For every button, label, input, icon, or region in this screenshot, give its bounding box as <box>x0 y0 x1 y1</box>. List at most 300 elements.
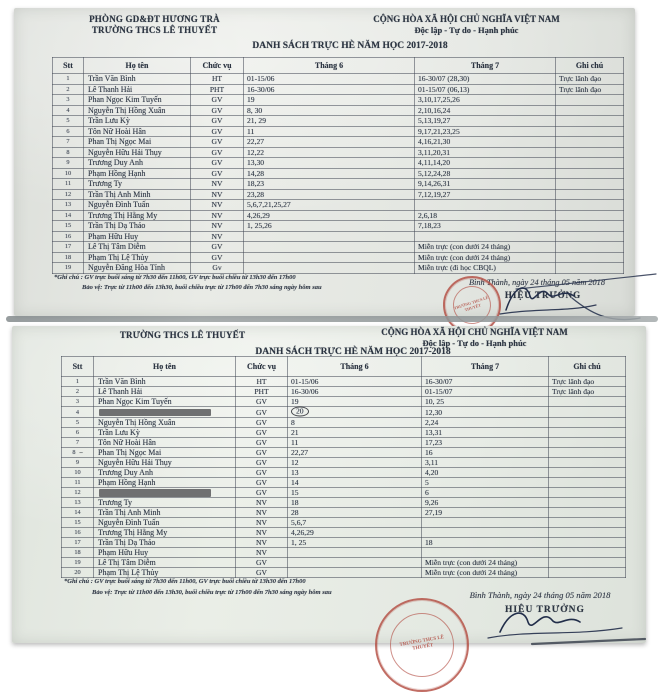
document-title: DANH SÁCH TRỰC HÈ NĂM HỌC 2017-2018 <box>255 347 451 357</box>
table-row <box>53 242 624 253</box>
table-cell: Nguyễn Thị Hồng Xuân <box>94 418 236 428</box>
table-cell: 4,16,21,30 <box>415 137 556 148</box>
table-cell: 13 <box>288 468 422 478</box>
table-cell <box>244 231 415 242</box>
table-cell <box>556 147 624 158</box>
table-cell: 23,28 <box>244 189 415 200</box>
pen-mark: – <box>79 449 83 456</box>
column-header: Chức vụ <box>191 58 244 74</box>
table-row <box>53 158 624 169</box>
table-cell: 9 <box>62 458 94 468</box>
table-cell: Trương Thị Hằng My <box>84 210 191 221</box>
table-cell: GV <box>191 168 244 179</box>
table-cell: Tôn Nữ Hoài Hân <box>84 126 191 137</box>
table-cell: 3,10,17,25,26 <box>415 95 556 106</box>
motto-line: Độc lập - Tự do - Hạnh phúc <box>422 338 527 348</box>
table-cell: 10 <box>62 468 94 478</box>
republic-line: CỘNG HÒA XÃ HỘI CHỦ NGHĨA VIỆT NAM <box>381 327 568 337</box>
table-cell: 5 <box>53 116 84 127</box>
table-cell: 16 <box>53 231 84 242</box>
table-row <box>53 179 624 190</box>
table-cell <box>549 498 626 508</box>
table-cell <box>549 538 626 548</box>
table-cell: 22,27 <box>288 448 422 458</box>
document-photo-top <box>14 8 635 316</box>
table-cell: GV <box>236 397 288 407</box>
table-cell: 5,6,7,21,25,27 <box>244 200 415 211</box>
table-cell: 1, 25,26 <box>244 221 415 232</box>
table-cell: 5,6,7 <box>288 518 422 528</box>
school-name: TRƯỜNG THCS LÊ THUYẾT <box>119 330 246 340</box>
table-cell: 6 <box>422 488 549 498</box>
table-cell: GV <box>236 458 288 468</box>
table-cell: GV <box>191 126 244 137</box>
table-cell: 10 <box>53 168 84 179</box>
table-row <box>53 105 624 116</box>
table-cell <box>556 231 624 242</box>
table-cell: 16 <box>422 448 549 458</box>
table-row <box>53 189 624 200</box>
stamp-text: TRƯỜNG THCS LÊ THUYẾT <box>398 635 444 652</box>
table-cell: 17 <box>53 242 84 253</box>
table-cell: 7 <box>62 438 94 448</box>
table-cell: NV <box>191 179 244 190</box>
table-cell: 01-15/07 <box>422 387 549 397</box>
table-cell: Phạm Hữu Huy <box>84 231 191 242</box>
table-cell: GV <box>236 428 288 438</box>
table-cell: Nguyễn Hữu Hải Thụy <box>84 147 191 158</box>
table-cell: 18 <box>288 498 422 508</box>
table-cell <box>422 518 549 528</box>
table-cell: Trương Thị Hằng My <box>94 528 236 538</box>
table-cell <box>549 458 626 468</box>
table-cell: NV <box>191 189 244 200</box>
table-cell: Miễn trực (con dưới 24 tháng) <box>415 252 556 263</box>
column-header: Chức vụ <box>236 357 288 377</box>
table-row <box>62 438 626 448</box>
table-row <box>53 200 624 211</box>
table-cell: 15 <box>62 518 94 528</box>
column-header: Stt <box>53 58 84 74</box>
table-cell: GV <box>236 558 288 568</box>
table-cell <box>244 242 415 253</box>
table-cell: Trương Ty <box>84 179 191 190</box>
table-cell: 17,23 <box>422 438 549 448</box>
table-cell: 19 <box>244 95 415 106</box>
table-cell: 19 <box>62 558 94 568</box>
table-cell: 4,20 <box>422 468 549 478</box>
table-cell: Miễn trực (con dưới 24 tháng) <box>415 242 556 253</box>
table-cell: Miễn trực (đi học CBQL) <box>415 263 556 274</box>
table-cell <box>288 558 422 568</box>
redacted-name-bar <box>99 489 211 497</box>
table-cell: 1, 25 <box>288 538 422 548</box>
table-cell: 20 <box>62 568 94 578</box>
table-cell: Trực lãnh đạo <box>556 74 624 85</box>
column-header: Ghi chú <box>549 357 626 377</box>
table-cell: NV <box>191 210 244 221</box>
table-cell: 19 <box>288 397 422 407</box>
table-cell: 18,23 <box>244 179 415 190</box>
table-cell: 10, 25 <box>422 397 549 407</box>
table-cell: Trương Duy Anh <box>94 468 236 478</box>
table-cell <box>556 252 624 263</box>
table-row <box>62 478 626 488</box>
table-cell: 21, 29 <box>244 116 415 127</box>
table-cell <box>244 263 415 274</box>
table-cell: 11 <box>288 438 422 448</box>
table-cell: 9 <box>53 158 84 169</box>
table-cell: 18 <box>53 252 84 263</box>
table-cell: Phan Thị Ngọc Mai <box>84 137 191 148</box>
table-cell <box>556 179 624 190</box>
table-cell: 5,12,24,28 <box>415 168 556 179</box>
stamp-text: TRƯỜNG THCS LÊ THUYẾT <box>453 294 490 313</box>
table-cell <box>556 95 624 106</box>
table-cell: Trần Văn Bình <box>94 377 236 387</box>
table-cell <box>556 116 624 127</box>
table-cell: 7,18,23 <box>415 221 556 232</box>
table-cell: NV <box>191 200 244 211</box>
table-cell: 13 <box>53 200 84 211</box>
table-row <box>62 558 626 568</box>
table-cell: GV <box>191 158 244 169</box>
table-cell: GV <box>236 418 288 428</box>
table-cell: 3,11,20,31 <box>415 147 556 158</box>
table-cell: GV <box>191 147 244 158</box>
table-cell: 7,12,19,27 <box>415 189 556 200</box>
table-cell: 9,17,21,23,25 <box>415 126 556 137</box>
table-cell: Phan Ngọc Kim Tuyến <box>94 397 236 407</box>
table-row <box>53 137 624 148</box>
table-cell: Phạm Hữu Huy <box>94 548 236 558</box>
table-cell: 12 <box>53 189 84 200</box>
table-cell: 21 <box>288 428 422 438</box>
table-cell: GV <box>236 468 288 478</box>
column-header: Họ tên <box>84 58 191 74</box>
table-row <box>62 498 626 508</box>
national-motto-block <box>299 13 634 36</box>
table-cell: Phạm Thị Lệ Thủy <box>94 568 236 578</box>
table-row <box>53 74 624 85</box>
table-cell: GV <box>191 137 244 148</box>
table-cell: Trực lãnh đạo <box>549 387 626 397</box>
table-row <box>62 468 626 478</box>
table-cell: Phạm Thị Lệ Thủy <box>84 252 191 263</box>
table-cell: 19 <box>53 263 84 274</box>
school-name: TRƯỜNG THCS LÊ THUYẾT <box>91 25 218 35</box>
table-cell <box>549 558 626 568</box>
table-cell: 2,10,16,24 <box>415 105 556 116</box>
table-cell: 01-15/07 (06,13) <box>415 84 556 95</box>
republic-line: CỘNG HÒA XÃ HỘI CHỦ NGHĨA VIỆT NAM <box>373 14 560 24</box>
table-cell: 2 <box>53 84 84 95</box>
footnote-line: Bảo vệ: Trực từ 11h00 đến 13h30, buổi chiều trực từ 17h00 đến 7h30 sáng ngày hôm sau <box>92 589 332 596</box>
table-cell <box>422 548 549 558</box>
table-row <box>53 221 624 232</box>
table-cell <box>556 168 624 179</box>
table-cell: Trực lãnh đạo <box>556 84 624 95</box>
signer-title: HIỆU TRƯỞNG <box>504 290 582 300</box>
table-header-row <box>53 58 624 74</box>
footnote-line: *Ghi chú : GV trực buổi sáng từ 7h30 đến 11h00, GV trực buổi chiều từ 13h30 đến 17h00 <box>64 578 306 585</box>
table-cell <box>549 488 626 498</box>
table-cell <box>549 548 626 558</box>
table-cell: GV <box>191 242 244 253</box>
table-cell: Nguyễn Thị Hồng Xuân <box>84 105 191 116</box>
table-cell <box>556 242 624 253</box>
table-cell: 16-30/07 (28,30) <box>415 74 556 85</box>
table-cell <box>422 528 549 538</box>
table-cell: 5,13,19,27 <box>415 116 556 127</box>
motto-line: Độc lập - Tự do - Hạnh phúc <box>414 25 519 35</box>
table-cell <box>549 448 626 458</box>
duty-roster-table <box>52 57 624 274</box>
table-cell: NV <box>236 498 288 508</box>
date-place-line: Bình Thành, ngày 24 tháng 05 năm 2018 <box>469 278 605 287</box>
table-cell: 3 <box>53 95 84 106</box>
table-cell <box>556 158 624 169</box>
table-cell: Gv <box>191 263 244 274</box>
column-header: Họ tên <box>94 357 236 377</box>
table-cell: Phan Thị Ngọc Mai <box>94 448 236 458</box>
table-cell: 8 <box>288 418 422 428</box>
table-cell: GV <box>191 105 244 116</box>
table-cell: 18 <box>422 538 549 548</box>
table-cell: NV <box>236 548 288 558</box>
table-cell: 12,30 <box>422 407 549 418</box>
table-cell: 17 <box>62 538 94 548</box>
table-cell: Nguyễn Đình Tuấn <box>84 200 191 211</box>
table-cell <box>549 418 626 428</box>
table-cell: 6 <box>62 428 94 438</box>
table-row <box>53 116 624 127</box>
column-header: Tháng 7 <box>415 58 556 74</box>
table-cell: 3,11 <box>422 458 549 468</box>
table-cell <box>288 548 422 558</box>
table-row <box>62 377 626 387</box>
table-cell: Miễn trực (con dưới 24 tháng) <box>422 558 549 568</box>
table-cell: GV <box>236 478 288 488</box>
table-row <box>62 418 626 428</box>
table-cell: Trần Thị Anh Minh <box>84 189 191 200</box>
table-cell <box>244 252 415 263</box>
table-cell: 13,30 <box>244 158 415 169</box>
table-cell: 12 <box>62 488 94 498</box>
table-cell: 15 <box>288 488 422 498</box>
table-cell: Lê Thị Tâm Diễm <box>84 242 191 253</box>
table-cell: GV <box>191 95 244 106</box>
table-cell: 8 – <box>62 448 94 458</box>
table-row <box>53 84 624 95</box>
table-cell: 2 <box>62 387 94 397</box>
table-cell: Trần Thị Anh Minh <box>94 508 236 518</box>
table-cell <box>549 397 626 407</box>
footnote-line: *Ghi chú : GV trực buổi sáng từ 7h30 đến 11h00, GV trực buổi chiều từ 13h30 đến 17h00 <box>54 274 296 281</box>
column-header: Tháng 7 <box>422 357 549 377</box>
table-cell: 01-15/06 <box>288 377 422 387</box>
table-cell: 22,27 <box>244 137 415 148</box>
table-cell: 2,6,18 <box>415 210 556 221</box>
table-cell: HT <box>191 74 244 85</box>
table-cell: 28 <box>288 508 422 518</box>
table-cell: Trần Thị Dạ Thảo <box>84 221 191 232</box>
table-cell: GV <box>236 407 288 418</box>
column-header: Ghi chú <box>556 58 624 74</box>
table-cell: 14 <box>53 210 84 221</box>
table-cell: Nguyễn Đăng Hòa Tỉnh <box>84 263 191 274</box>
table-row <box>62 397 626 407</box>
table-cell <box>94 488 236 498</box>
table-cell: NV <box>236 538 288 548</box>
table-cell: Miễn trực (con dưới 24 tháng) <box>422 568 549 578</box>
table-cell <box>556 105 624 116</box>
table-cell: Trần Lưu Kỳ <box>84 116 191 127</box>
duty-roster-table <box>61 356 626 578</box>
table-row <box>62 568 626 578</box>
table-cell <box>549 478 626 488</box>
table-cell: 4,11,14,20 <box>415 158 556 169</box>
table-cell: Trần Lưu Kỳ <box>94 428 236 438</box>
column-header: Tháng 6 <box>244 58 415 74</box>
table-cell <box>288 407 422 418</box>
column-header: Stt <box>62 357 94 377</box>
table-cell: 16-30/07 <box>422 377 549 387</box>
table-row <box>62 548 626 558</box>
footnote-line: Bảo vệ: Trực từ 11h00 đến 13h30, buổi chiều trực từ 17h00 đến 7h30 sáng ngày hôm sau <box>82 284 322 291</box>
table-cell: 4,26,29 <box>288 528 422 538</box>
table-cell: 4 <box>53 105 84 116</box>
table-cell: NV <box>191 221 244 232</box>
table-cell: Nguyễn Hữu Hải Thụy <box>94 458 236 468</box>
table-cell: 9,14,26,31 <box>415 179 556 190</box>
table-cell: Lê Thanh Hải <box>94 387 236 397</box>
table-row <box>53 252 624 263</box>
table-cell: 14 <box>288 478 422 488</box>
table-cell <box>415 200 556 211</box>
table-cell: HT <box>236 377 288 387</box>
document-title: DANH SÁCH TRỰC HÈ NĂM HỌC 2017-2018 <box>252 41 448 51</box>
table-row <box>53 126 624 137</box>
table-cell: 11 <box>53 179 84 190</box>
table-cell: GV <box>191 116 244 127</box>
table-cell: GV <box>236 438 288 448</box>
table-cell: 4 <box>62 407 94 418</box>
table-cell: GV <box>236 568 288 578</box>
document-photo-bottom <box>12 326 646 652</box>
table-cell <box>549 428 626 438</box>
table-cell: Trực lãnh đạo <box>549 377 626 387</box>
table-cell: Phạm Hồng Hạnh <box>84 168 191 179</box>
table-row <box>62 387 626 397</box>
table-cell <box>556 126 624 137</box>
table-cell: NV <box>191 231 244 242</box>
table-cell: Trần Thị Dạ Thảo <box>94 538 236 548</box>
table-cell: 3 <box>62 397 94 407</box>
table-cell <box>549 407 626 418</box>
table-cell: Lê Thị Tâm Diễm <box>94 558 236 568</box>
table-cell: Nguyễn Đình Tuấn <box>94 518 236 528</box>
table-row <box>53 95 624 106</box>
date-place-line: Bình Thành, ngày 24 tháng 05 năm 2018 <box>469 590 611 600</box>
table-cell: GV <box>191 252 244 263</box>
table-cell: NV <box>236 508 288 518</box>
pen-circle-annotation: 20 <box>291 407 309 417</box>
redacted-name-bar <box>99 409 211 417</box>
table-row <box>62 488 626 498</box>
table-cell: 7 <box>53 137 84 148</box>
table-cell: 27,19 <box>422 508 549 518</box>
column-header: Tháng 6 <box>288 357 422 377</box>
table-cell: 12,22 <box>244 147 415 158</box>
table-row <box>62 428 626 438</box>
table-cell: PHT <box>191 84 244 95</box>
table-cell: Lê Thanh Hải <box>84 84 191 95</box>
table-cell <box>94 407 236 418</box>
photo-edge-shadow <box>6 316 658 322</box>
table-cell: NV <box>236 528 288 538</box>
table-cell <box>549 468 626 478</box>
table-header-row <box>62 357 626 377</box>
table-cell: 9,26 <box>422 498 549 508</box>
signer-title: HIỆU TRƯỞNG <box>505 605 585 615</box>
table-cell <box>549 518 626 528</box>
table-cell: 1 <box>62 377 94 387</box>
table-cell <box>549 528 626 538</box>
table-row <box>62 407 626 418</box>
table-cell: 01-15/06 <box>244 74 415 85</box>
table-cell <box>549 568 626 578</box>
office-line: PHÒNG GD&ĐT HƯƠNG TRÀ <box>89 14 220 24</box>
table-cell: Phan Ngọc Kim Tuyến <box>84 95 191 106</box>
table-cell: 16 <box>62 528 94 538</box>
table-cell: 11 <box>244 126 415 137</box>
table-cell: GV <box>236 448 288 458</box>
table-row <box>62 508 626 518</box>
table-cell <box>556 200 624 211</box>
table-cell <box>415 231 556 242</box>
table-cell <box>549 508 626 518</box>
table-cell: Trương Ty <box>94 498 236 508</box>
table-row <box>62 458 626 468</box>
table-cell: 14,28 <box>244 168 415 179</box>
table-row <box>62 528 626 538</box>
table-cell: 6 <box>53 126 84 137</box>
table-cell: Trương Duy Anh <box>84 158 191 169</box>
table-cell: 8, 30 <box>244 105 415 116</box>
table-cell <box>288 568 422 578</box>
table-cell <box>549 438 626 448</box>
signature-scribble <box>440 604 655 646</box>
issuing-office-block <box>42 14 267 36</box>
table-row <box>62 518 626 528</box>
table-cell: 5 <box>422 478 549 488</box>
table-cell: 1 <box>53 74 84 85</box>
table-cell: 16-30/06 <box>244 84 415 95</box>
table-cell: NV <box>236 518 288 528</box>
table-row <box>62 448 626 458</box>
table-cell: 5 <box>62 418 94 428</box>
table-row <box>53 168 624 179</box>
table-cell <box>556 189 624 200</box>
table-cell: Trần Văn Bình <box>84 74 191 85</box>
table-cell <box>556 137 624 148</box>
table-row <box>62 538 626 548</box>
table-row <box>53 231 624 242</box>
table-cell: PHT <box>236 387 288 397</box>
table-cell: GV <box>236 488 288 498</box>
table-cell: 13,31 <box>422 428 549 438</box>
